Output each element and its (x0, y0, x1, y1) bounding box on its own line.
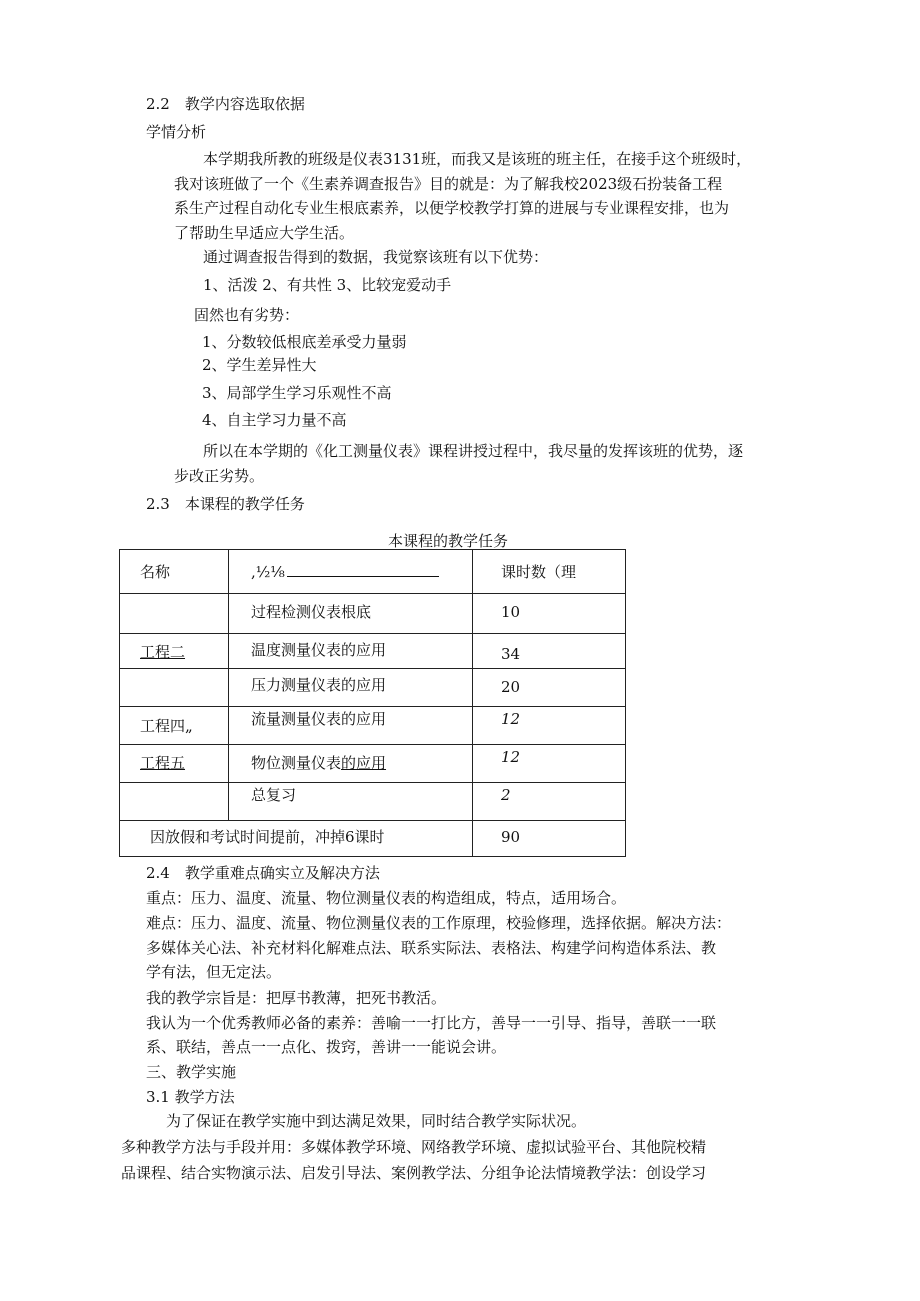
para1-line: 我对该班做了一个《生素养调查报告》目的就是：为了解我校2023级石扮装备工程 (174, 175, 723, 193)
para2: 通过调查报告得到的数据，我觉察该班有以下优势： (203, 248, 549, 266)
table-row (120, 669, 626, 707)
table-row (120, 594, 626, 634)
row-name (120, 669, 229, 707)
footer-note: 因放假和考试时间提前，冲掉6课时 (120, 821, 473, 857)
difficult-line: 多媒体关心法、补充材料化解难点法、联系实际法、表格法、构建学问构造体系法、教 (146, 939, 717, 957)
header-name: 名称 (120, 550, 229, 594)
row-content: 流量测量仪表的应用 (229, 707, 473, 745)
row-content: 总复习 (229, 783, 473, 821)
table-row (120, 745, 626, 783)
para3-line: 步改正劣势。 (174, 467, 265, 485)
para5-line: 多种教学方法与手段并用：多媒体教学环境、网络教学环境、虚拟试验平台、其他院校精 (121, 1138, 707, 1156)
row-content (229, 745, 473, 783)
teaching-purpose: 我的教学宗旨是：把厚书教薄，把死书教活。 (146, 989, 447, 1007)
row-name: 工程五 (140, 754, 186, 772)
section-3-title: 三、教学实施 (146, 1063, 237, 1081)
row-hours: 12 (501, 748, 521, 766)
para1-line: 本学期我所教的班级是仪表3131班，而我又是该班的班主任，在接手这个班级时， (203, 150, 752, 168)
row-content-b: 的应用 (341, 754, 387, 772)
table-footer-row (120, 821, 626, 857)
row-content: 温度测量仪表的应用 (229, 634, 473, 669)
section-3-1-title: 3.1 教学方法 (146, 1088, 235, 1106)
disadvantage-item: 1、分数较低根底差承受力量弱 (202, 333, 407, 351)
row-name: 工程二 (140, 643, 186, 661)
row-hours: 10 (473, 594, 626, 634)
blank-line (287, 562, 439, 577)
row-hours: 20 (473, 669, 626, 707)
key-points: 重点：压力、温度、流量、物位测量仪表的构造组成，特点，适用场合。 (146, 889, 627, 907)
disadvantages-intro: 固然也有劣势： (194, 306, 300, 324)
row-content-a: 物位测量仪表 (251, 754, 342, 772)
section-2-3-title: 2.3 本课程的教学任务 (146, 495, 305, 513)
para1-line: 了帮助生早适应大学生活。 (174, 224, 355, 242)
difficult-line: 学有法，但无定法。 (146, 963, 282, 981)
difficult-line: 难点：压力、温度、流量、物位测量仪表的工作原理，校验修理，选择依据。解决方法： (146, 914, 732, 932)
disadvantage-item: 3、局部学生学习乐观性不高 (202, 384, 392, 402)
row-name: 工程四„ (120, 707, 229, 745)
header-hours: 课时数（理 (473, 550, 626, 594)
header-content (229, 550, 473, 594)
disadvantage-item: 2、学生差异性大 (202, 356, 317, 374)
table-title: 本课程的教学任务 (388, 532, 509, 550)
teaching-task-table (119, 549, 626, 857)
section-2-2-title: 2.2 教学内容选取依据 (146, 95, 305, 113)
table-header-row (120, 550, 626, 594)
row-hours: 12 (501, 710, 521, 728)
qualities-line: 我认为一个优秀教师必备的素养：善喻一一打比方，善导一一引导、指导，善联一一联 (146, 1014, 717, 1032)
row-hours: 2 (501, 786, 511, 804)
table-row (120, 783, 626, 821)
disadvantage-item: 4、自主学习力量不高 (202, 411, 347, 429)
footer-total: 90 (473, 821, 626, 857)
section-2-4-title: 2.4 教学重难点确实立及解决方法 (146, 864, 380, 882)
row-hours: 34 (473, 634, 626, 669)
row-content: 过程检测仪表根底 (229, 594, 473, 634)
row-content: 压力测量仪表的应用 (229, 669, 473, 707)
para5-line: 品课程、结合实物演示法、启发引导法、案例教学法、分组争论法情境教学法：创设学习 (121, 1164, 707, 1182)
table-row (120, 634, 626, 669)
learning-analysis-heading: 学情分析 (146, 123, 207, 141)
row-name (120, 783, 229, 821)
para1-line: 系生产过程自动化专业生根底素养，以便学校教学打算的进展与专业课程安排，也为 (174, 199, 730, 217)
advantages-list: 1、活泼 2、有共性 3、比较宠爱动手 (203, 276, 452, 294)
para4: 为了保证在教学实施中到达满足效果，同时结合教学实际状况。 (166, 1112, 587, 1130)
table-row (120, 707, 626, 745)
row-name (120, 594, 229, 634)
qualities-line: 系、联结，善点一一点化、拨窍，善讲一一能说会讲。 (146, 1038, 507, 1056)
header-content-text: ,½⅛ (251, 562, 285, 581)
para3-line: 所以在本学期的《化工测量仪表》课程讲授过程中，我尽量的发挥该班的优势，逐 (203, 442, 744, 460)
